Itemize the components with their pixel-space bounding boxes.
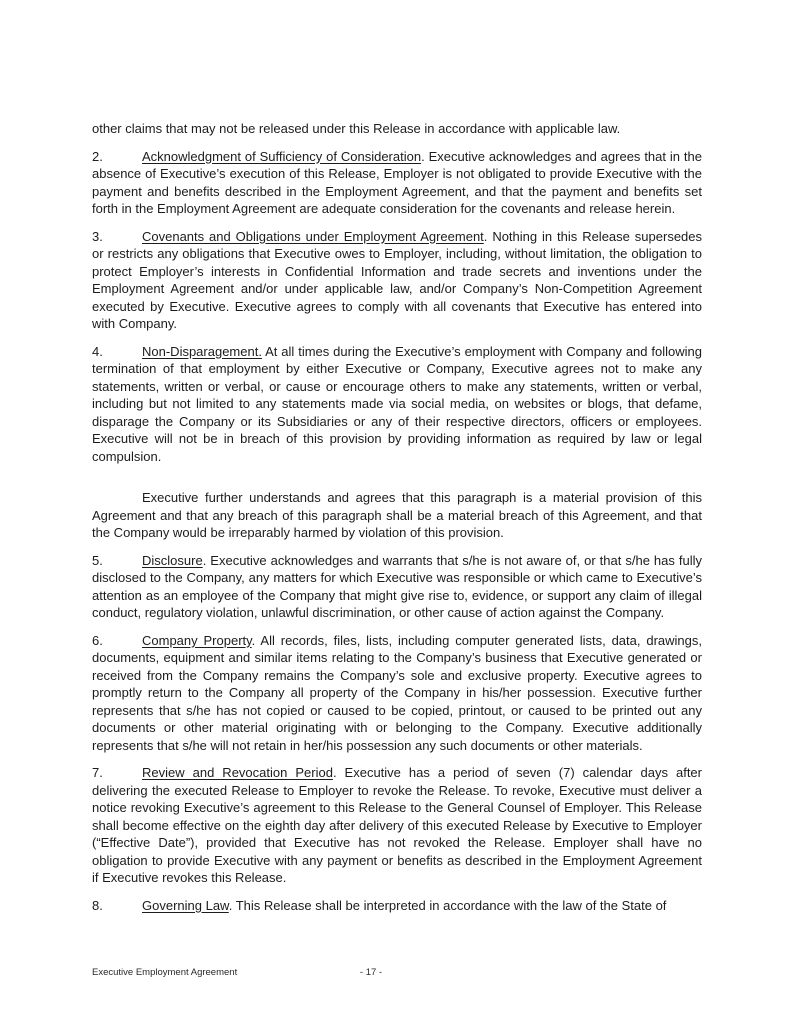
section-text: . All records, files, lists, including computer generated lists, data, drawings, documents, equipment and similar items relating to the Company’s business that Executive generated or received from the Company remains the Company’s sole and exclusive property. Executive agrees to promptly return to the Company all property of the Company in his/her possession. Executive further represents that s/he has not copied or caused to be copied, printout, or caused to be printed out any documents or other material originating with or belonging to the Company. Executive additionally represents that s/he will not retain in her/his possession any such documents or other materials. (92, 632, 702, 753)
section-number: 8. (92, 897, 103, 913)
section-number: 4. (92, 343, 103, 359)
section-heading: Disclosure (142, 552, 203, 568)
section-number: 2. (92, 148, 103, 164)
section-paragraph-3 (92, 228, 702, 333)
section-heading: Acknowledgment of Sufficiency of Consideration (142, 148, 422, 164)
section-heading: Review and Revocation Period (142, 765, 333, 780)
carryover-paragraph: other claims that may not be released under this Release in accordance with applicable law. (92, 121, 621, 136)
section-paragraph-2 (92, 148, 702, 218)
section-heading: Covenants and Obligations under Employment Agreement (142, 228, 484, 244)
footer-document-title: Executive Employment Agreement (92, 967, 238, 978)
section-paragraph-7 (92, 764, 702, 887)
section-paragraph-4 (92, 343, 702, 466)
section-text: . Executive acknowledges and agrees that in the absence of Executive’s execution of this Release, Employer is not obligated to provide Executive with the payment and benefits described in the Employment Agreement, and that the payment and benefits set forth in the Employment Agreement are adequate consideration for the covenants and release herein. (92, 148, 702, 216)
section-heading: Governing Law (142, 897, 229, 913)
footer-page-number: - 17 - (359, 967, 383, 978)
section-heading: Company Property (142, 632, 252, 648)
section-paragraph-6 (92, 632, 702, 755)
section-text: . Executive has a period of seven (7) calendar days after delivering the executed Release to Employer to revoke the Release. To revoke, Executive must deliver a notice revoking Executive’s agreement to this Release to the General Counsel of Employer. This Release shall become effective on the eighth day after delivery of this executed Release by Executive to Employer (“Effective Date”), provided that Executive has not revoked the Release. Employer shall have no obligation to provide Executive with any payment or benefits as described in the Employment Agreement if Executive revokes this Release. (92, 765, 702, 885)
section-text: . Nothing in this Release supersedes or restricts any obligations that Executive owes to Employer, including, without limitation, the obligation to protect Employer’s interests in Confidential Information and trade secrets and inventions under the Employment Agreement and/or under applicable law, and/or Company’s Non-Competition Agreement executed by Executive. Executive agrees to comply with all covenants that Executive has entered into with Company. (92, 228, 703, 331)
section-number: 6. (92, 632, 103, 648)
section-text: . This Release shall be interpreted in accordance with the law of the State of (228, 897, 667, 913)
section-4-continuation-paragraph: Executive further understands and agrees that this paragraph is a material provision of this Agreement and that any breach of this paragraph shall be a material breach of this Agreement, and that the Company would be irreparably harmed by violation of this provision. (92, 490, 702, 540)
section-text: . Executive acknowledges and warrants that s/he is not aware of, or that s/he has fully disclosed to the Company, any matters for which Executive was responsible or which came to Executive’s attention as an employee of the Company that might give rise to, evidence, or support any claim of illegal conduct, regulatory violation, unlawful discrimination, or other cause of action against the Company. (92, 552, 702, 620)
document-body (92, 120, 702, 914)
section-number: 7. (92, 765, 103, 780)
section-number: 5. (92, 552, 103, 568)
section-paragraph-5 (92, 552, 702, 622)
section-heading: Non-Disparagement. (142, 343, 262, 359)
section-number: 3. (92, 228, 103, 244)
section-paragraph-8 (92, 897, 702, 915)
section-text: At all times during the Executive’s employment with Company and following termination of that employment by either Executive or Company, Executive agrees not to make any statements, written or verbal, or cause or encourage others to make any statements, written or verbal, including but not limited to any statements made via social media, on websites or blogs, that defame, disparage the Company or its Subsidiaries or any of their respective directors, officers or employees. Executive will not be in breach of this provision by providing information as required by law or legal compulsion. (92, 343, 702, 464)
page-footer (92, 967, 702, 981)
